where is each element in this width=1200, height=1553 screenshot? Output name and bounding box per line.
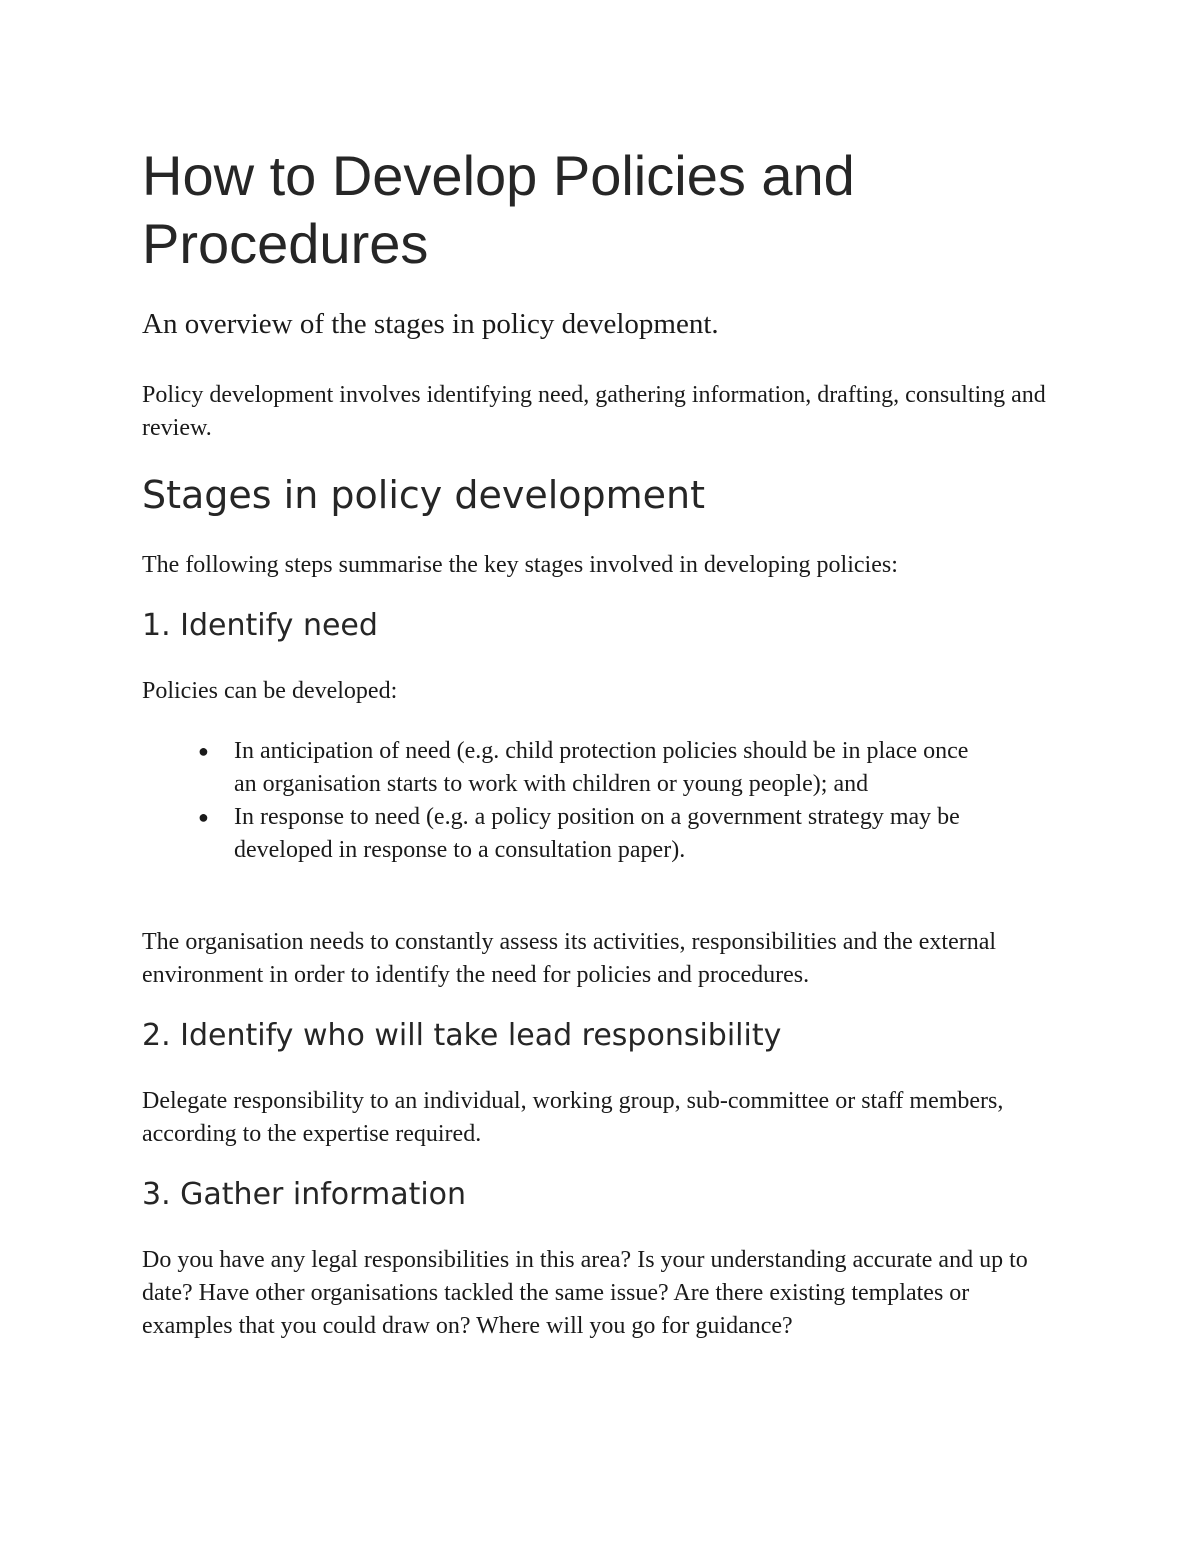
step-1-heading: 1. Identify need [142, 608, 378, 643]
bullet-dot-icon: ● [198, 741, 209, 761]
step-2-heading: 2. Identify who will take lead responsibility [142, 1018, 782, 1053]
intro-paragraph: Policy development involves identifying need, gathering information, drafting, consulting and review. [142, 382, 1046, 441]
list-item-text: In response to need (e.g. a policy position on a government strategy may be developed in response to a consultation paper). [234, 804, 960, 863]
step-3-body: Do you have any legal responsibilities in this area? Is your understanding accurate and up to date? Have other organisations tackled the same issue? Are there existing templates or examples that you could draw on? Where will you go for guidance? [142, 1247, 1028, 1339]
page-subtitle: An overview of the stages in policy development. [142, 308, 719, 340]
list-item [198, 801, 978, 867]
step-1-bullet-list [198, 735, 978, 867]
step-1-lead: Policies can be developed: [142, 678, 398, 704]
bullet-dot-icon: ● [198, 807, 209, 827]
step-3-heading: 3. Gather information [142, 1177, 467, 1212]
section-intro: The following steps summarise the key stages involved in developing policies: [142, 552, 898, 578]
step-2-body: Delegate responsibility to an individual, working group, sub-committee or staff members, according to the expertise required. [142, 1088, 1004, 1147]
list-item [198, 735, 978, 801]
step-1-closing: The organisation needs to constantly assess its activities, responsibilities and the external environment in order to identify the need for policies and procedures. [142, 929, 997, 988]
page-title: How to Develop Policies and Procedures [142, 144, 855, 275]
list-item-text: In anticipation of need (e.g. child protection policies should be in place once an organisation starts to work with children or young people); and [234, 738, 969, 797]
section-heading: Stages in policy development [142, 473, 706, 517]
